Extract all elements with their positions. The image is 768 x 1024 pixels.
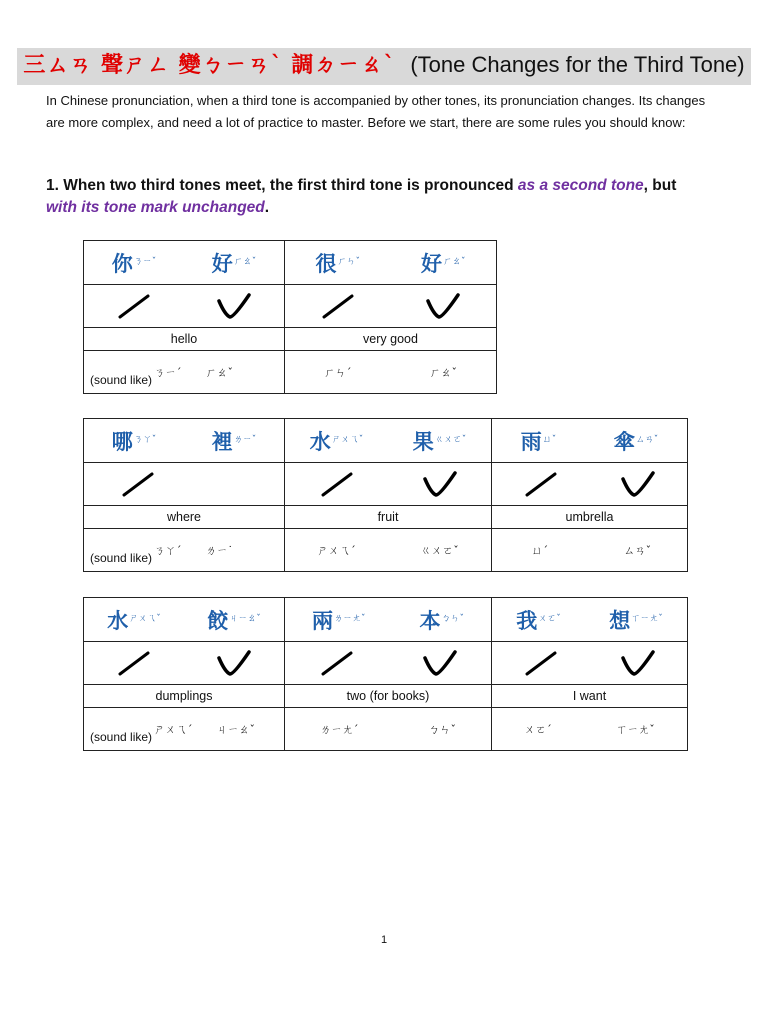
sound-zhuyin: ㄙㄢˇ	[623, 544, 652, 557]
zhuyin: ㄍㄨㄛˇ	[434, 435, 467, 446]
hanzi: 傘	[613, 428, 635, 454]
meaning-cell: fruit	[285, 506, 492, 529]
meaning-cell: dumplings	[84, 685, 285, 708]
sound-zhuyin: ㄏㄠˇ	[205, 366, 233, 379]
rising-tone-mark	[116, 648, 152, 678]
zhuyin: ㄩˇ	[542, 435, 557, 446]
sound-like-label: (sound like)	[90, 730, 153, 744]
dipping-tone-mark	[422, 469, 458, 499]
sound-cell	[84, 529, 285, 572]
tone-mark-cell	[492, 642, 688, 685]
sound-like-label: (sound like)	[90, 373, 153, 387]
sound-like-label: (sound like)	[90, 551, 153, 565]
meaning-cell: umbrella	[492, 506, 688, 529]
page-number: 1	[380, 934, 388, 946]
hanzi: 很	[315, 250, 337, 276]
zhuyin: ㄌㄧˇ	[233, 435, 257, 446]
zhuyin: ㄒㄧㄤˇ	[631, 614, 663, 625]
rule-text-e: .	[264, 199, 270, 216]
intro-paragraph: In Chinese pronunciation, when a third tone is accompanied by other tones, its pronunciation changes. Its changes are more complex, and need a lot of practice to master. Before we start, there are some rules you should know:	[46, 93, 706, 130]
zhuyin: ㄕㄨㄟˇ	[331, 435, 364, 446]
word-cell	[84, 419, 285, 463]
rising-tone-mark	[319, 648, 355, 678]
sound-zhuyin: ㄕㄨㄟˊ	[154, 723, 193, 736]
zhuyin: ㄏㄣˇ	[337, 257, 360, 268]
dipping-tone-mark	[425, 291, 461, 321]
zhuyin: ㄋㄚˇ	[133, 435, 157, 446]
sound-zhuyin: ㄋㄧˊ	[154, 366, 182, 379]
dipping-tone-mark	[216, 291, 252, 321]
hanzi: 雨	[520, 428, 542, 454]
hanzi: 餃	[207, 607, 229, 633]
rule-text-c: , but	[643, 177, 677, 194]
zhuyin: ㄏㄠˇ	[442, 257, 466, 268]
hanzi: 我	[516, 607, 538, 633]
sound-cell	[285, 708, 492, 751]
tone-mark-cell	[492, 463, 688, 506]
sound-zhuyin: ㄨㄛˊ	[524, 723, 552, 736]
rising-tone-mark	[120, 469, 156, 499]
rising-tone-mark	[116, 291, 152, 321]
hanzi: 哪	[111, 428, 133, 454]
meaning-cell: where	[84, 506, 285, 529]
hanzi: 果	[412, 428, 434, 454]
tone-mark-cell	[84, 285, 285, 328]
sound-zhuyin: ㄐㄧㄠˇ	[216, 723, 255, 736]
hanzi: 水	[107, 607, 129, 633]
word-cell	[285, 419, 492, 463]
sound-zhuyin: ㄋㄚˊ	[154, 544, 182, 557]
rising-tone-mark	[319, 469, 355, 499]
dipping-tone-mark	[620, 469, 656, 499]
tone-table-2	[83, 418, 688, 572]
sound-zhuyin: ㄕㄨㄟˊ	[317, 544, 356, 557]
zhuyin: ㄏㄠˇ	[233, 257, 257, 268]
word-cell	[84, 598, 285, 642]
hanzi: 水	[309, 428, 331, 454]
sound-zhuyin: ㄌㄧ˙	[205, 544, 233, 557]
rising-tone-mark	[523, 648, 559, 678]
sound-cell	[492, 708, 688, 751]
title-chinese: 三ㄙㄢ 聲ㄕㄥ 變ㄅㄧㄢˋ 調ㄉㄧㄠˋ	[23, 52, 396, 78]
meaning-cell: I want	[492, 685, 688, 708]
rising-tone-mark	[320, 291, 356, 321]
meaning-cell: hello	[84, 328, 285, 351]
sound-zhuyin: ㄏㄠˇ	[429, 366, 457, 379]
page-title	[0, 48, 768, 85]
zhuyin: ㄅㄣˇ	[441, 614, 464, 625]
sound-zhuyin: ㄅㄣˇ	[428, 723, 456, 736]
sound-cell	[285, 529, 492, 572]
word-cell	[285, 241, 497, 285]
rising-tone-mark	[523, 469, 559, 499]
sound-zhuyin: ㄒㄧㄤˇ	[616, 723, 655, 736]
tone-mark-cell	[84, 463, 285, 506]
dipping-tone-mark	[422, 648, 458, 678]
hanzi: 想	[609, 607, 631, 633]
zhuyin: ㄐㄧㄠˇ	[229, 614, 261, 625]
tone-table-3	[83, 597, 688, 751]
zhuyin: ㄕㄨㄟˇ	[129, 614, 161, 625]
word-cell	[492, 598, 688, 642]
title-english: (Tone Changes for the Third Tone)	[410, 52, 745, 77]
sound-zhuyin: ㄩˊ	[531, 544, 549, 557]
tone-mark-cell	[285, 285, 497, 328]
rule-heading	[46, 175, 726, 219]
word-cell	[84, 241, 285, 285]
zhuyin: ㄌㄧㄤˇ	[333, 614, 366, 625]
zhuyin: ㄨㄛˇ	[538, 614, 561, 625]
meaning-cell: very good	[285, 328, 497, 351]
zhuyin: ㄙㄢˇ	[635, 435, 659, 446]
dipping-tone-mark	[620, 648, 656, 678]
hanzi: 好	[420, 250, 442, 276]
sound-cell	[84, 351, 285, 394]
sound-zhuyin: ㄏㄣˊ	[324, 366, 352, 379]
meaning-cell: two (for books)	[285, 685, 492, 708]
rule-emphasis-1: as a second tone	[517, 177, 644, 194]
tone-table-1	[83, 240, 497, 394]
dipping-tone-mark	[216, 648, 252, 678]
tone-mark-cell	[285, 463, 492, 506]
sound-zhuyin: ㄌㄧㄤˊ	[320, 723, 359, 736]
hanzi: 好	[211, 250, 233, 276]
word-cell	[492, 419, 688, 463]
hanzi: 本	[419, 607, 441, 633]
tone-mark-cell	[84, 642, 285, 685]
title-box	[17, 48, 750, 85]
sound-cell	[84, 708, 285, 751]
rule-emphasis-2: with its tone mark unchanged	[46, 199, 265, 216]
tone-mark-cell	[285, 642, 492, 685]
hanzi: 裡	[211, 428, 233, 454]
zhuyin: ㄋㄧˇ	[133, 257, 157, 268]
sound-cell	[492, 529, 688, 572]
sound-zhuyin: ㄍㄨㄛˇ	[420, 544, 459, 557]
hanzi: 兩	[311, 607, 333, 633]
rule-text-a: 1. When two third tones meet, the first third tone is pronounced	[46, 177, 518, 194]
hanzi: 你	[111, 250, 133, 276]
word-cell	[285, 598, 492, 642]
sound-cell	[285, 351, 497, 394]
